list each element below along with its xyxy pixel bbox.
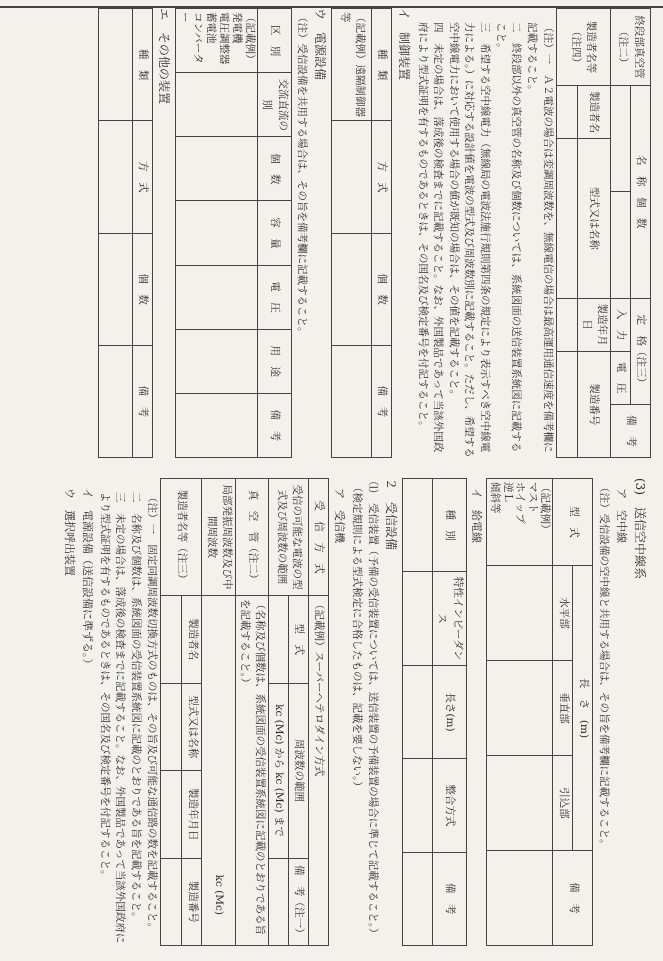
left-column bbox=[11, 8, 651, 458]
power-col-capacity: 容 量 bbox=[258, 201, 291, 265]
notes-top bbox=[415, 8, 555, 458]
power-col-use: 用 途 bbox=[258, 329, 291, 393]
receiver-range-col-remark: 備 考（注一） bbox=[289, 858, 309, 946]
feeder-col-impedance: 特性インピーダンス bbox=[433, 572, 466, 665]
other-col-type: 種 類 bbox=[133, 9, 153, 121]
sub-receiver: ア 受信機 bbox=[333, 488, 347, 543]
feeder-table bbox=[402, 478, 466, 946]
note-b3: 三 未定の場合は、落成後の検査までに記載すること。なお、外国製品であって当該外国政府により型式証明を有するものであるときは、その国名及び検定番号を付記すること。 bbox=[98, 492, 127, 944]
col-serial: 製造番号 bbox=[577, 351, 610, 457]
power-col-class: 区 別 bbox=[258, 9, 291, 73]
power-example: （記載例） 発電機 電圧調整器 蓄電池 コンバーター bbox=[176, 9, 258, 73]
sub-selective-call: ウ 選択呼出装置 bbox=[62, 488, 76, 576]
section-control-device: イ 制御装置 bbox=[396, 8, 411, 81]
note-4: 四 未定の場合は、落成後の検査までに記載すること。なお、外国製品であって当該外国政府により型式証明を有するものであるときは、その国名及び検定番号を付記すること。 bbox=[416, 22, 445, 453]
receiver-col-maker: 製造者名 bbox=[182, 596, 202, 684]
antenna-col-remark: 備 考 bbox=[553, 851, 593, 946]
rating-voltage: 電 圧 bbox=[611, 351, 631, 404]
receiver-range-col-type: 型 式 bbox=[289, 596, 309, 684]
sub-feeder: イ 給電線 bbox=[470, 488, 484, 543]
remark-header: 備 考 bbox=[611, 404, 651, 457]
receiver-col-date: 製造年月日 bbox=[182, 771, 202, 859]
section-other-devices: エ その他の装置 bbox=[157, 8, 172, 105]
antenna-note: （注）受信設備の空中線と共用する場合は、その旨を備考欄に記載すること。 bbox=[597, 482, 610, 850]
receiver-if-value: kc (Mc) bbox=[202, 596, 235, 946]
feeder-col-length: 長さ(m) bbox=[433, 665, 466, 758]
note-b2: 二 名称及び個数は、系統図面の受信装置系統図に記載のとおりである旨を記載すること。 bbox=[130, 492, 143, 923]
length-vertical: 垂直部 bbox=[553, 661, 573, 756]
section-receiving-equipment: ２ 受信設備 bbox=[384, 478, 399, 551]
note-b1: （注）一 固定同調周波数切換方式のものは、その旨及び可能な通信路の数を記載すること。 bbox=[146, 492, 159, 933]
feeder-col-remark: 備 考 bbox=[433, 852, 466, 945]
length-horizontal: 水平部 bbox=[553, 566, 573, 661]
row-header-final-tube: 終段部真空管（注二） bbox=[611, 9, 651, 86]
receiver-tube-value: （名称及び個数は、系統図面の受信装置系統図に記載のとおりである旨を記載すること。） bbox=[235, 596, 268, 946]
feeder-col-kind: 種 別 bbox=[433, 479, 466, 572]
receiver-range-value: kc (Mc) から kc (Mc) まで bbox=[269, 683, 289, 858]
power-col-count: 個 数 bbox=[258, 137, 291, 201]
antenna-col-type: 型 式 bbox=[553, 479, 593, 566]
feeder-col-matching: 整合方式 bbox=[433, 759, 466, 852]
notes-bottom bbox=[97, 478, 160, 946]
other-col-method: 方 式 bbox=[133, 121, 153, 233]
note-2: 二 終段部以外の真空管の名称及び個数については、系統図面の送信装置系統図に記載すること。 bbox=[494, 22, 523, 453]
tube-rating-table bbox=[556, 8, 651, 458]
power-note: （注）受信設備を共用する場合は、その旨を備考欄に記載すること。 bbox=[295, 12, 308, 338]
rating-input: 入 力 bbox=[611, 298, 631, 351]
length-leadin: 引込部 bbox=[553, 756, 573, 851]
col-model: 型式又は名称 bbox=[577, 139, 610, 298]
other-col-remark: 備 考 bbox=[133, 345, 153, 457]
other-devices-table bbox=[98, 8, 153, 458]
right-column bbox=[11, 478, 651, 946]
rating-header: 定 格（注三） bbox=[631, 298, 651, 404]
control-device-table bbox=[331, 8, 392, 458]
receiver-table bbox=[160, 478, 329, 946]
control-example: （記載例）遠隔制御器等 bbox=[332, 9, 372, 121]
receiver-col-model: 型式又は名称 bbox=[182, 683, 202, 771]
power-col-remark: 備 考 bbox=[258, 393, 291, 457]
control-col-remark: 備 考 bbox=[372, 345, 392, 457]
control-col-method: 方 式 bbox=[372, 121, 392, 233]
receiver-maker-label: 製造者名等（注三） bbox=[161, 479, 202, 596]
row-header-maker: 製造者名等（注四） bbox=[556, 9, 610, 86]
other-col-count: 個 数 bbox=[133, 233, 153, 345]
power-col-voltage: 電 圧 bbox=[258, 265, 291, 329]
control-col-type: 種 類 bbox=[372, 9, 392, 121]
receiver-method-label: 受 信 方 式 bbox=[309, 479, 329, 596]
receiver-range-col-range: 周波数の範囲 bbox=[289, 683, 309, 858]
receiver-col-serial: 製造番号 bbox=[182, 858, 202, 946]
receiver-tube-label: 真 空 管（注二） bbox=[235, 479, 268, 596]
section-power-supply: ウ 電源設備 bbox=[313, 8, 328, 81]
receiver-range-label: 受信の可能な電波の型式及び周波数の範囲 bbox=[269, 479, 309, 596]
sub-antenna: ア 空中線 bbox=[614, 488, 628, 543]
antenna-col-length: 長 さ (m) bbox=[573, 566, 593, 851]
power-col-acdc: 交流直流の別 bbox=[258, 73, 291, 137]
col-maker: 製造者名 bbox=[577, 86, 610, 139]
note-1: （注）一 Ａ２電波の場合は変調周波数を、無線電信の場合は最高運用通信速度を備考欄に記載すること。 bbox=[526, 22, 554, 453]
receiver-device-note: ⑴ 受信装置（予備の受信装置については、送信装置の予備装置の場合に準じて記載すること。）（検定規則による型式検定に合格したものは、記載を要しない。） bbox=[351, 482, 379, 939]
antenna-table bbox=[486, 478, 593, 946]
name-count-header: 名 称 個 数 bbox=[631, 86, 651, 299]
sub-receiver-power: イ 電源設備（送信設備に準ずる。） bbox=[80, 488, 94, 670]
receiver-if-label: 局部発振周波数及び中間周波数 bbox=[202, 479, 235, 596]
antenna-example: （記載例） マスト ホイップ 逆Ｌ 傾斜等 bbox=[487, 479, 553, 566]
col-date: 製造年月日 bbox=[577, 298, 610, 351]
note-3: 三 希望する空中線電力（無線局の電波法施行規則第四条の規定により表示すべき空中線電力による。）に対応する設計値を電波の型式及び周波数別に記載すること。ただし、希望する空中線電力において使用する場合の値が既知の場合は、その値を記載すること。 bbox=[448, 22, 491, 458]
receiver-method-value: （記載例）スーパーヘテロダイン方式 bbox=[309, 596, 329, 946]
section-transmit-antenna: (3) 送信空中線系 bbox=[633, 478, 647, 579]
control-col-count: 個 数 bbox=[372, 233, 392, 345]
power-supply-table bbox=[175, 8, 291, 458]
